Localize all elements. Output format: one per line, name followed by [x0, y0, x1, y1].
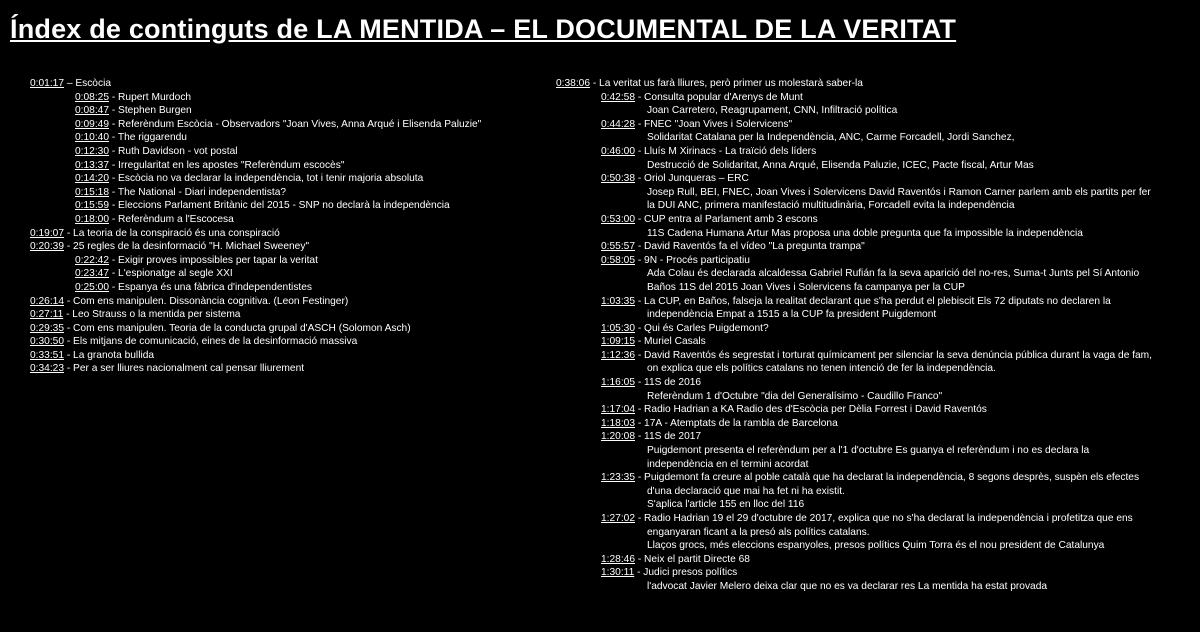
timestamp-link[interactable]: 0:18:00	[75, 213, 109, 225]
index-entry	[30, 131, 530, 145]
timestamp-link[interactable]: 0:34:23	[30, 363, 64, 375]
entry-description: - 25 regles de la desinformació "H. Michael Sweeney"	[64, 241, 310, 253]
entry-description: - Com ens manipulen. Dissonància cognitiva. (Leon Festinger)	[64, 295, 349, 307]
entry-continuation: Solidaritat Catalana per la Independència, ANC, Carme Forcadell, Jordi Sanchez,	[647, 132, 1015, 144]
index-entry	[556, 240, 1196, 254]
entry-description: - L'espionatge al segle XXI	[109, 268, 233, 280]
index-entry	[30, 335, 530, 349]
timestamp-link[interactable]: 1:17:04	[601, 404, 635, 416]
index-entry	[556, 566, 1196, 580]
entry-description: - Espanya és una fàbrica d'independentistes	[109, 281, 312, 293]
index-entry	[556, 430, 1196, 444]
entry-description: - Muriel Casals	[635, 336, 706, 348]
entry-continuation: Joan Carretero, Reagrupament, CNN, Infiltració política	[647, 105, 898, 117]
entry-continuation: l'advocat Javier Melero deixa clar que no es va declarar res La mentida ha estat provada	[647, 580, 1048, 592]
entry-description: - La teoria de la conspiració és una conspiració	[64, 227, 280, 239]
timestamp-link[interactable]: 0:09:49	[75, 118, 109, 130]
entry-description: - Els mitjans de comunicació, eines de la desinformació massiva	[64, 336, 358, 348]
index-entry	[30, 240, 530, 254]
timestamp-link[interactable]: 1:27:02	[601, 513, 635, 524]
entry-description: - The National - Diari independentista?	[109, 186, 287, 198]
entry-description: - Escòcia no va declarar la independència, tot i tenir majoria absoluta	[109, 173, 424, 185]
entry-description: – Escòcia	[64, 78, 111, 89]
index-entry	[30, 118, 530, 132]
page-title: Índex de continguts de LA MENTIDA – EL DOCUMENTAL DE LA VERITAT	[10, 14, 957, 44]
index-entry	[30, 281, 530, 295]
entry-description: - Consulta popular d'Arenys de Munt	[635, 91, 803, 103]
entry-continuation: d'una declaració que mai ha fet ni ha existit.	[647, 485, 845, 497]
timestamp-link[interactable]: 0:10:40	[75, 132, 109, 144]
index-entry	[556, 172, 1196, 186]
entry-description: - Com ens manipulen. Teoria de la conducta grupal d'ASCH (Solomon Asch)	[64, 322, 411, 334]
index-entry	[30, 199, 530, 213]
timestamp-link[interactable]: 0:25:00	[75, 281, 109, 293]
timestamp-link[interactable]: 0:50:38	[601, 173, 635, 185]
index-entry	[30, 295, 530, 309]
index-entry	[556, 118, 1196, 132]
entry-description: - Neix el partit Directe 68	[635, 553, 750, 565]
timestamp-link[interactable]: 0:42:58	[601, 91, 635, 103]
entry-description: - La CUP, en Baños, falseja la realitat declarant que s'ha perdut el plebiscit Els 72 diputats no declaren la	[635, 295, 1111, 307]
timestamp-link[interactable]: 0:55:57	[601, 241, 635, 253]
timestamp-link[interactable]: 0:46:00	[601, 145, 635, 157]
entry-description: - Judici presos polítics	[634, 567, 738, 579]
entry-description: - Radio Hadrian 19 el 29 d'octubre de 2017, explica que no s'ha declarat la independència i profetitza que ens	[635, 513, 1133, 524]
entry-description: - 9N - Procés participatiu	[635, 254, 750, 266]
entry-description: - FNEC "Joan Vives i Solervicens"	[635, 118, 793, 130]
timestamp-link[interactable]: 0:20:39	[30, 241, 64, 253]
entry-description: - Per a ser lliures nacionalment cal pensar lliurement	[64, 363, 305, 375]
index-entry	[30, 91, 530, 105]
index-entry	[30, 322, 530, 336]
index-entry	[556, 553, 1196, 567]
entry-continuation: Baños 11S del 2015 Joan Vives i Solervicens fa campanya per la CUP	[647, 281, 965, 293]
entry-continuation: enganyaran ficant a la presó als polítics catalans.	[647, 526, 870, 538]
entry-continuation: independència en el termini acordat	[647, 458, 809, 470]
timestamp-link[interactable]: 0:26:14	[30, 295, 64, 307]
timestamp-link[interactable]: 0:19:07	[30, 227, 64, 239]
entry-description: - 11S de 2016	[635, 377, 702, 389]
entry-continuation: S'aplica l'article 155 en lloc del 116	[647, 499, 805, 511]
entry-description: - David Raventós fa el vídeo "La pregunta trampa"	[635, 241, 865, 253]
entry-description: - Leo Strauss o la mentida per sistema	[63, 309, 241, 321]
timestamp-link[interactable]: 0:15:18	[75, 186, 109, 198]
index-entry	[30, 227, 530, 241]
index-entry	[556, 254, 1196, 268]
timestamp-link[interactable]: 0:08:25	[75, 91, 109, 103]
index-entry	[30, 213, 530, 227]
index-entry	[556, 335, 1196, 349]
entry-description: - Eleccions Parlament Britànic del 2015 - SNP no declarà la independència	[109, 200, 450, 212]
entry-continuation: 11S Cadena Humana Artur Mas proposa una doble pregunta que fa impossible la independència	[647, 227, 1083, 239]
entry-description: - Stephen Burgen	[109, 105, 192, 117]
timestamp-link[interactable]: 1:23:35	[601, 472, 635, 484]
timestamp-link[interactable]: 1:30:11	[601, 567, 635, 579]
timestamp-link[interactable]: 0:13:37	[75, 159, 109, 171]
timestamp-link[interactable]: 1:16:05	[601, 377, 635, 389]
entry-description: - Exigir proves impossibles per tapar la veritat	[109, 254, 318, 266]
entry-description: - La granota bullida	[64, 349, 155, 361]
timestamp-link[interactable]: 1:12:36	[601, 349, 635, 361]
entry-description: - 17A - Atemptats de la rambla de Barcelona	[635, 417, 838, 429]
entry-description: - Radio Hadrian a KA Radio des d'Escòcia per Dèlia Forrest i David Raventós	[635, 404, 987, 416]
timestamp-link[interactable]: 1:09:15	[601, 336, 635, 348]
entry-description: - Rupert Murdoch	[109, 91, 192, 103]
timestamp-link[interactable]: 0:38:06	[556, 78, 590, 89]
index-entry	[556, 213, 1196, 227]
entry-description: - Lluís M Xirinacs - La traïció dels líders	[635, 145, 817, 157]
entry-continuation: Destrucció de Solidaritat, Anna Arqué, Elisenda Paluzie, ICEC, Pacte fiscal, Artur Mas	[647, 159, 1034, 171]
entry-description: - Referèndum a l'Escocesa	[109, 213, 234, 225]
index-entry	[556, 322, 1196, 336]
entry-description: - Ruth Davidson - vot postal	[109, 145, 238, 157]
index-entry	[30, 254, 530, 268]
index-entry	[30, 308, 530, 322]
index-entry	[556, 295, 1196, 309]
entry-description: - Referèndum Escòcia - Observadors "Joan Vives, Anna Arqué i Elisenda Paluzie"	[109, 118, 482, 130]
index-entry	[556, 417, 1196, 431]
timestamp-link[interactable]: 0:14:20	[75, 173, 109, 185]
index-entry	[30, 267, 530, 281]
entry-continuation: Llaços grocs, més eleccions espanyoles, presos polítics Quim Torra és el nou president de Catalunya	[647, 540, 1105, 552]
timestamp-link[interactable]: 0:27:11	[30, 309, 64, 321]
timestamp-link[interactable]: 1:28:46	[601, 553, 635, 565]
timestamp-link[interactable]: 0:01:17	[30, 78, 64, 89]
entry-description: - Irregularitat en les apostes "Referèndum escocès"	[109, 159, 345, 171]
entry-description: - David Raventós és segrestat i torturat químicament per silenciar la seva denúncia pública durant la vaga de fam,	[635, 349, 1153, 361]
index-entry	[556, 349, 1196, 363]
timestamp-link[interactable]: 0:12:30	[75, 145, 109, 157]
entry-continuation: on explica que els polítics catalans no tenen intenció de fer la independència.	[647, 363, 996, 375]
timestamp-link[interactable]: 0:44:28	[601, 118, 635, 130]
index-entry	[556, 91, 1196, 105]
index-right-column	[556, 77, 1196, 594]
index-entry	[556, 145, 1196, 159]
entry-continuation: independència Empat a 1515 a la CUP fa president Puigdemont	[647, 309, 937, 321]
timestamp-link[interactable]: 0:23:47	[75, 268, 109, 280]
entry-description: - CUP entra al Parlament amb 3 escons	[635, 213, 818, 225]
index-entry	[30, 145, 530, 159]
index-entry	[556, 471, 1196, 485]
entry-continuation: Puigdemont presenta el referèndum per a l'1 d'octubre Es guanya el referèndum i no es declara la	[647, 445, 1090, 457]
index-entry	[30, 159, 530, 173]
entry-description: - Qui és Carles Puigdemont?	[635, 322, 769, 334]
entry-description: - La veritat us farà lliures, però primer us molestarà saber-la	[590, 78, 863, 89]
index-entry	[30, 186, 530, 200]
index-entry	[30, 362, 530, 376]
index-entry	[30, 172, 530, 186]
entry-description: - Puigdemont fa creure al poble català que ha declarat la independència, 8 segons desprès, suspèn els efectes	[635, 472, 1140, 484]
index-entry	[556, 512, 1196, 526]
index-entry	[30, 77, 530, 91]
entry-description: - The riggarendu	[109, 132, 187, 144]
timestamp-link[interactable]: 0:33:51	[30, 349, 64, 361]
entry-description: - Oriol Junqueras – ERC	[635, 173, 749, 185]
timestamp-link[interactable]: 1:20:08	[601, 431, 635, 443]
timestamp-link[interactable]: 1:05:30	[601, 322, 635, 334]
timestamp-link[interactable]: 0:08:47	[75, 105, 109, 117]
entry-description: - 11S de 2017	[635, 431, 702, 443]
entry-continuation: la DUI ANC, primera manifestació multitudinària, Forcadell evita la independència	[647, 200, 1015, 212]
timestamp-link[interactable]: 0:58:05	[601, 254, 635, 266]
index-entry	[556, 376, 1196, 390]
timestamp-link[interactable]: 1:18:03	[601, 417, 635, 429]
timestamp-link[interactable]: 0:30:50	[30, 336, 64, 348]
timestamp-link[interactable]: 0:29:35	[30, 322, 64, 334]
entry-continuation: Ada Colau és declarada alcaldessa Gabriel Rufián fa la seva aparició del no-res, Suma-t Junts pel Sí Antonio	[647, 268, 1140, 280]
entry-continuation: Josep Rull, BEI, FNEC, Joan Vives i Solervicens David Raventós i Ramon Carner parlem amb els partits per fer	[647, 186, 1151, 198]
index-entry	[556, 403, 1196, 417]
index-left-column	[30, 77, 530, 376]
timestamp-link[interactable]: 0:53:00	[601, 213, 635, 225]
index-entry	[30, 104, 530, 118]
index-entry	[30, 349, 530, 363]
timestamp-link[interactable]: 0:22:42	[75, 254, 109, 266]
timestamp-link[interactable]: 0:15:59	[75, 200, 109, 212]
index-entry	[556, 77, 1196, 91]
timestamp-link[interactable]: 1:03:35	[601, 295, 635, 307]
entry-continuation: Referèndum 1 d'Octubre "dia del Generalísimo - Caudillo Franco"	[647, 390, 943, 402]
